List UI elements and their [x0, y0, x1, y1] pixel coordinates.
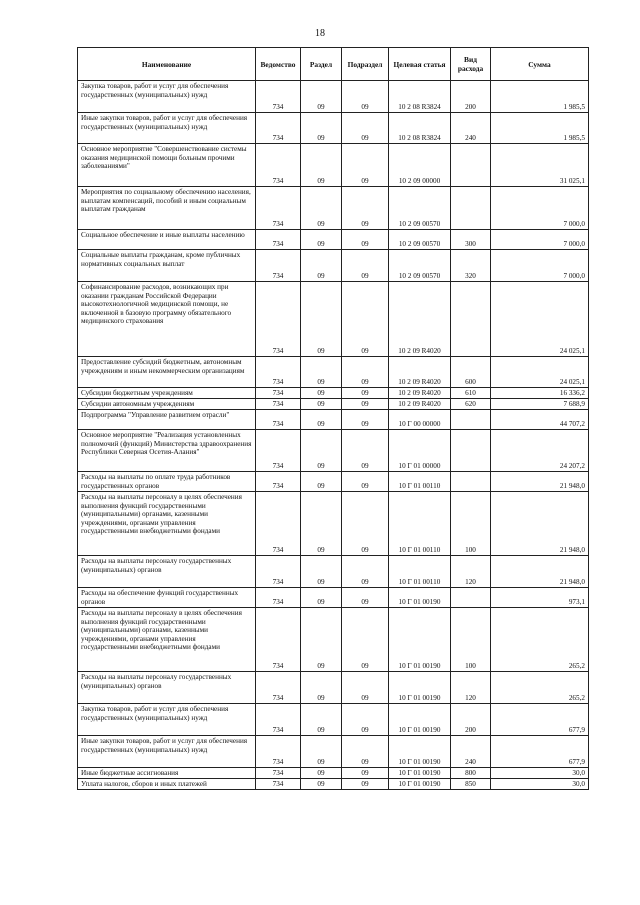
cell-subsection: 09	[342, 399, 389, 410]
cell-subsection: 09	[342, 187, 389, 230]
cell-name: Социальные выплаты гражданам, кроме публичных нормативных социальных выплат	[78, 250, 256, 282]
cell-article: 10 Г 01 00110	[389, 556, 451, 588]
cell-expense-type: 300	[451, 230, 491, 250]
cell-amount: 677,9	[491, 704, 589, 736]
cell-article: 10 2 09 R4020	[389, 282, 451, 357]
cell-section: 09	[301, 282, 342, 357]
cell-department: 734	[256, 81, 301, 113]
cell-amount: 21 948,0	[491, 556, 589, 588]
cell-name: Подпрограмма "Управление развитием отрасли"	[78, 410, 256, 430]
cell-department: 734	[256, 556, 301, 588]
cell-article: 10 Г 01 00000	[389, 430, 451, 472]
cell-expense-type: 200	[451, 81, 491, 113]
cell-subsection: 09	[342, 410, 389, 430]
cell-amount: 31 025,1	[491, 144, 589, 187]
cell-name: Расходы на выплаты персоналу государственных (муниципальных) органов	[78, 556, 256, 588]
cell-expense-type	[451, 282, 491, 357]
cell-name: Субсидии бюджетным учреждениям	[78, 388, 256, 399]
cell-amount: 265,2	[491, 608, 589, 672]
cell-subsection: 09	[342, 472, 389, 492]
cell-department: 734	[256, 282, 301, 357]
cell-section: 09	[301, 556, 342, 588]
table-row	[78, 357, 589, 388]
table-header	[78, 48, 589, 81]
cell-amount: 7 000,0	[491, 230, 589, 250]
cell-expense-type: 100	[451, 492, 491, 556]
cell-expense-type	[451, 472, 491, 492]
cell-section: 09	[301, 588, 342, 608]
cell-subsection: 09	[342, 492, 389, 556]
cell-department: 734	[256, 736, 301, 768]
cell-name: Предоставление субсидий бюджетным, автономным учреждениям и иным некоммерческим организациям	[78, 357, 256, 388]
cell-subsection: 09	[342, 144, 389, 187]
table-row	[78, 472, 589, 492]
cell-department: 734	[256, 704, 301, 736]
cell-department: 734	[256, 113, 301, 144]
table-row	[78, 588, 589, 608]
table-row	[78, 492, 589, 556]
cell-amount: 24 207,2	[491, 430, 589, 472]
cell-article: 10 2 09 00570	[389, 230, 451, 250]
cell-section: 09	[301, 250, 342, 282]
cell-name: Субсидии автономным учреждениям	[78, 399, 256, 410]
cell-department: 734	[256, 187, 301, 230]
table-row	[78, 430, 589, 472]
cell-expense-type: 120	[451, 672, 491, 704]
header-section: Раздел	[301, 48, 342, 81]
table-row	[78, 230, 589, 250]
cell-expense-type: 240	[451, 113, 491, 144]
cell-section: 09	[301, 410, 342, 430]
cell-section: 09	[301, 81, 342, 113]
cell-expense-type: 120	[451, 556, 491, 588]
cell-article: 10 Г 01 00110	[389, 472, 451, 492]
cell-name: Иные закупки товаров, работ и услуг для обеспечения государственных (муниципальных) нужд	[78, 113, 256, 144]
cell-article: 10 Г 00 00000	[389, 410, 451, 430]
cell-department: 734	[256, 472, 301, 492]
cell-subsection: 09	[342, 430, 389, 472]
cell-section: 09	[301, 779, 342, 790]
cell-department: 734	[256, 230, 301, 250]
cell-name: Иные закупки товаров, работ и услуг для обеспечения государственных (муниципальных) нужд	[78, 736, 256, 768]
cell-department: 734	[256, 608, 301, 672]
cell-department: 734	[256, 144, 301, 187]
table-row	[78, 144, 589, 187]
cell-section: 09	[301, 430, 342, 472]
table-row	[78, 736, 589, 768]
cell-expense-type: 200	[451, 704, 491, 736]
cell-expense-type	[451, 410, 491, 430]
cell-name: Расходы на выплаты персоналу в целях обеспечения выполнения функций государственными (муниципальными) органами, казенными учреждениями, органами управления государственными внебюджетными фондами	[78, 608, 256, 672]
cell-expense-type: 620	[451, 399, 491, 410]
cell-section: 09	[301, 672, 342, 704]
cell-subsection: 09	[342, 81, 389, 113]
cell-amount: 21 948,0	[491, 492, 589, 556]
cell-section: 09	[301, 187, 342, 230]
cell-department: 734	[256, 430, 301, 472]
cell-amount: 1 985,5	[491, 81, 589, 113]
cell-section: 09	[301, 492, 342, 556]
cell-section: 09	[301, 736, 342, 768]
cell-name: Основное мероприятие "Реализация установленных полномочий (функций) Министерства здравоохранения Республики Северная Осетия-Алания"	[78, 430, 256, 472]
cell-department: 734	[256, 357, 301, 388]
cell-section: 09	[301, 144, 342, 187]
cell-department: 734	[256, 588, 301, 608]
cell-amount: 16 336,2	[491, 388, 589, 399]
cell-subsection: 09	[342, 250, 389, 282]
budget-table	[77, 47, 589, 790]
table-row	[78, 768, 589, 779]
cell-amount: 7 000,0	[491, 250, 589, 282]
cell-article: 10 Г 01 00190	[389, 672, 451, 704]
table-row	[78, 113, 589, 144]
cell-expense-type	[451, 187, 491, 230]
cell-article: 10 2 09 R4020	[389, 399, 451, 410]
cell-subsection: 09	[342, 388, 389, 399]
table-body	[78, 81, 589, 790]
cell-subsection: 09	[342, 779, 389, 790]
cell-subsection: 09	[342, 608, 389, 672]
cell-article: 10 2 08 R3824	[389, 113, 451, 144]
cell-subsection: 09	[342, 230, 389, 250]
cell-expense-type: 240	[451, 736, 491, 768]
cell-name: Закупка товаров, работ и услуг для обеспечения государственных (муниципальных) нужд	[78, 704, 256, 736]
cell-article: 10 Г 01 00110	[389, 492, 451, 556]
cell-department: 734	[256, 672, 301, 704]
cell-name: Расходы на обеспечение функций государственных органов	[78, 588, 256, 608]
cell-amount: 30,0	[491, 768, 589, 779]
cell-amount: 24 025,1	[491, 357, 589, 388]
cell-expense-type: 600	[451, 357, 491, 388]
cell-article: 10 Г 01 00190	[389, 588, 451, 608]
header-expense-type: Вид расхода	[451, 48, 491, 81]
header-amount: Сумма	[491, 48, 589, 81]
cell-subsection: 09	[342, 736, 389, 768]
cell-expense-type	[451, 430, 491, 472]
cell-name: Иные бюджетные ассигнования	[78, 768, 256, 779]
cell-section: 09	[301, 230, 342, 250]
cell-section: 09	[301, 608, 342, 672]
cell-section: 09	[301, 388, 342, 399]
cell-amount: 1 985,5	[491, 113, 589, 144]
cell-name: Расходы на выплаты персоналу в целях обеспечения выполнения функций государственными (муниципальными) органами, казенными учреждениями, органами управления государственными внебюджетными фондами	[78, 492, 256, 556]
cell-amount: 973,1	[491, 588, 589, 608]
cell-article: 10 2 09 R4020	[389, 357, 451, 388]
cell-department: 734	[256, 410, 301, 430]
cell-expense-type: 610	[451, 388, 491, 399]
cell-amount: 7 000,0	[491, 187, 589, 230]
table-row	[78, 672, 589, 704]
cell-expense-type: 100	[451, 608, 491, 672]
cell-expense-type: 800	[451, 768, 491, 779]
cell-department: 734	[256, 399, 301, 410]
cell-article: 10 Г 01 00190	[389, 736, 451, 768]
cell-amount: 24 025,1	[491, 282, 589, 357]
cell-department: 734	[256, 779, 301, 790]
table-row	[78, 410, 589, 430]
table-row	[78, 779, 589, 790]
table-row	[78, 282, 589, 357]
cell-name: Расходы на выплаты персоналу государственных (муниципальных) органов	[78, 672, 256, 704]
cell-amount: 265,2	[491, 672, 589, 704]
cell-department: 734	[256, 388, 301, 399]
cell-article: 10 2 08 R3824	[389, 81, 451, 113]
cell-section: 09	[301, 399, 342, 410]
cell-amount: 21 948,0	[491, 472, 589, 492]
cell-article: 10 Г 01 00190	[389, 768, 451, 779]
cell-name: Социальное обеспечение и иные выплаты населению	[78, 230, 256, 250]
cell-department: 734	[256, 768, 301, 779]
cell-expense-type	[451, 144, 491, 187]
cell-article: 10 Г 01 00190	[389, 704, 451, 736]
cell-section: 09	[301, 768, 342, 779]
cell-article: 10 2 09 00570	[389, 250, 451, 282]
cell-expense-type: 320	[451, 250, 491, 282]
cell-subsection: 09	[342, 704, 389, 736]
cell-name: Софинансирование расходов, возникающих при оказании гражданам Российской Федерации высокотехнологичной медицинской помощи, не включенной в базовую программу обязательного медицинского страхования	[78, 282, 256, 357]
table-row	[78, 187, 589, 230]
cell-amount: 677,9	[491, 736, 589, 768]
cell-expense-type	[451, 588, 491, 608]
table-row	[78, 399, 589, 410]
cell-subsection: 09	[342, 672, 389, 704]
table-row	[78, 556, 589, 588]
cell-article: 10 2 09 00570	[389, 187, 451, 230]
cell-amount: 44 707,2	[491, 410, 589, 430]
cell-amount: 30,0	[491, 779, 589, 790]
page-number: 18	[315, 28, 325, 39]
cell-expense-type: 850	[451, 779, 491, 790]
table-row	[78, 388, 589, 399]
cell-article: 10 2 09 00000	[389, 144, 451, 187]
cell-section: 09	[301, 113, 342, 144]
cell-subsection: 09	[342, 768, 389, 779]
cell-subsection: 09	[342, 357, 389, 388]
cell-section: 09	[301, 357, 342, 388]
header-name: Наименование	[78, 48, 256, 81]
table-row	[78, 81, 589, 113]
header-article: Целевая статья	[389, 48, 451, 81]
cell-name: Мероприятия по социальному обеспечению населения, выплатам компенсаций, пособий и иным социальным выплатам гражданам	[78, 187, 256, 230]
cell-article: 10 Г 01 00190	[389, 608, 451, 672]
cell-section: 09	[301, 472, 342, 492]
cell-department: 734	[256, 492, 301, 556]
header-department: Ведомство	[256, 48, 301, 81]
cell-section: 09	[301, 704, 342, 736]
cell-name: Основное мероприятие "Совершенствование системы оказания медицинской помощи больным прочими заболеваниями"	[78, 144, 256, 187]
header-subsection: Подраздел	[342, 48, 389, 81]
cell-subsection: 09	[342, 588, 389, 608]
cell-name: Расходы на выплаты по оплате труда работников государственных органов	[78, 472, 256, 492]
cell-article: 10 Г 01 00190	[389, 779, 451, 790]
cell-article: 10 2 09 R4020	[389, 388, 451, 399]
cell-name: Закупка товаров, работ и услуг для обеспечения государственных (муниципальных) нужд	[78, 81, 256, 113]
cell-subsection: 09	[342, 282, 389, 357]
cell-amount: 7 688,9	[491, 399, 589, 410]
cell-department: 734	[256, 250, 301, 282]
table-row	[78, 250, 589, 282]
cell-subsection: 09	[342, 556, 389, 588]
table-row	[78, 608, 589, 672]
cell-subsection: 09	[342, 113, 389, 144]
table-row	[78, 704, 589, 736]
cell-name: Уплата налогов, сборов и иных платежей	[78, 779, 256, 790]
